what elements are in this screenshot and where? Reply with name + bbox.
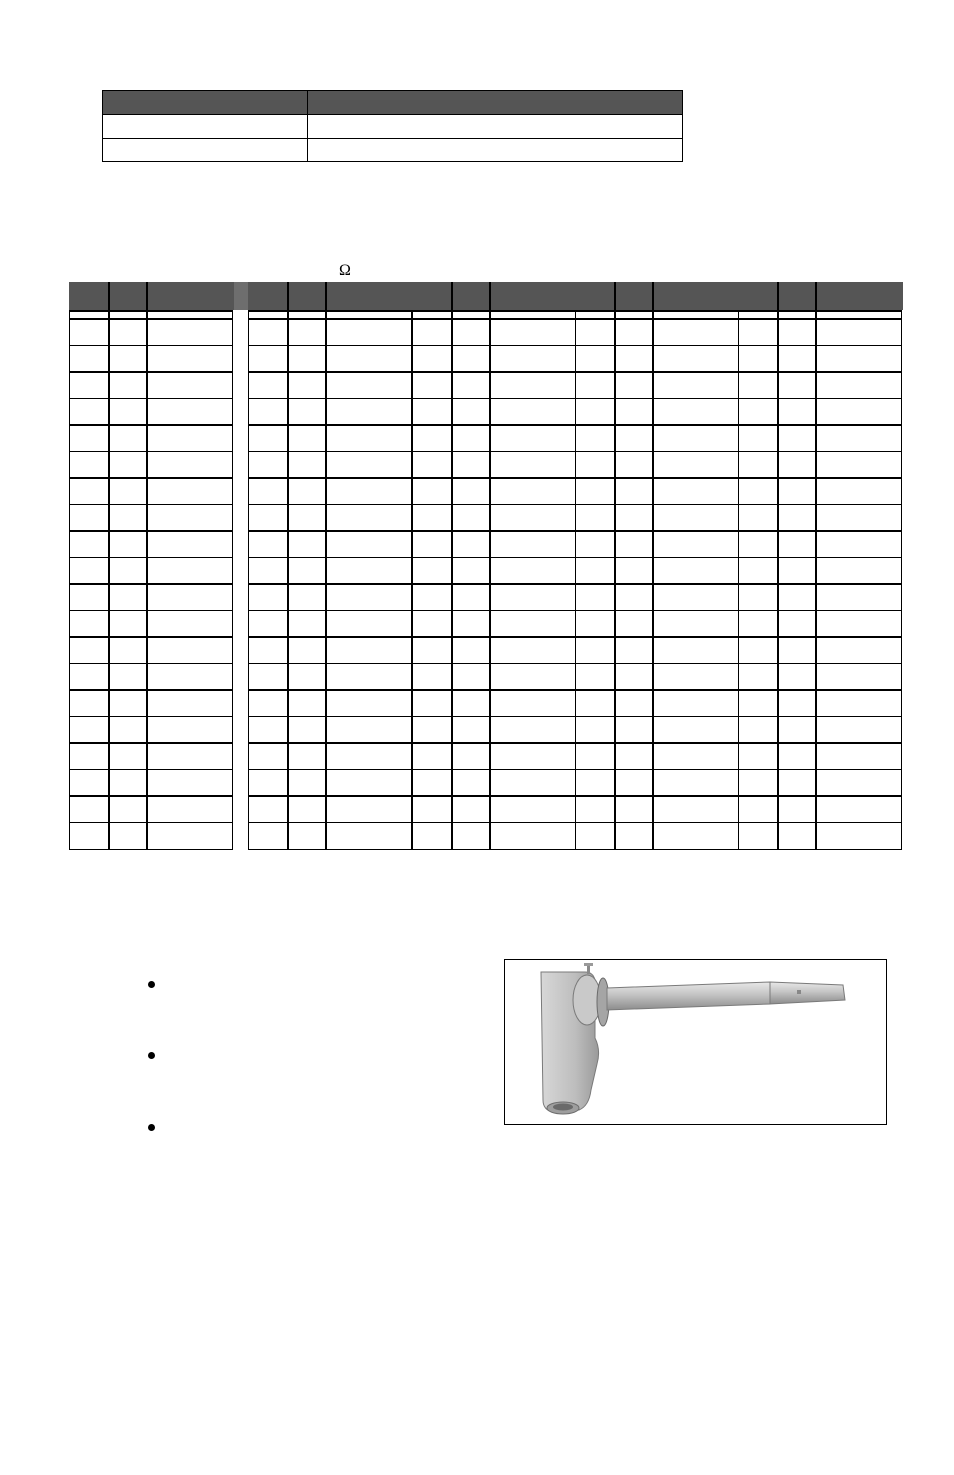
row-divider <box>576 689 738 691</box>
group-header <box>738 282 903 310</box>
row-divider <box>413 477 575 479</box>
row-divider <box>70 557 232 559</box>
row-divider <box>249 795 411 797</box>
row-divider <box>576 451 738 453</box>
row-divider <box>249 371 411 373</box>
row-divider <box>739 822 901 824</box>
bullet-point <box>148 1124 155 1131</box>
row-divider <box>413 795 575 797</box>
group-header <box>69 282 234 310</box>
row-divider <box>249 477 411 479</box>
column-divider <box>287 282 289 849</box>
row-divider <box>70 795 232 797</box>
row-divider <box>249 716 411 718</box>
row-divider <box>739 795 901 797</box>
column-divider <box>451 282 453 849</box>
row-divider <box>413 583 575 585</box>
row-divider <box>413 716 575 718</box>
row-divider <box>739 557 901 559</box>
bullet-point <box>148 1052 155 1059</box>
row-divider <box>413 345 575 347</box>
resistance-table-group <box>738 282 902 850</box>
row-divider <box>576 636 738 638</box>
row-divider <box>739 663 901 665</box>
row-divider <box>413 689 575 691</box>
header-divider <box>576 310 738 312</box>
row-divider <box>576 424 738 426</box>
top-table-row <box>103 139 682 161</box>
header-gap <box>233 282 248 310</box>
row-divider <box>576 345 738 347</box>
tip-hole <box>797 990 801 994</box>
row-divider <box>413 451 575 453</box>
row-divider <box>576 822 738 824</box>
row-divider <box>413 371 575 373</box>
port-opening <box>553 1104 573 1111</box>
resistance-table-group <box>69 282 233 850</box>
row-divider <box>739 689 901 691</box>
row-divider <box>413 504 575 506</box>
row-divider <box>413 769 575 771</box>
row-divider <box>70 769 232 771</box>
row-divider <box>70 822 232 824</box>
row-divider <box>70 345 232 347</box>
row-divider <box>576 504 738 506</box>
column-divider <box>614 282 616 849</box>
top-table-column-divider <box>307 91 308 161</box>
header-divider <box>413 310 575 312</box>
row-divider <box>576 716 738 718</box>
row-divider <box>413 663 575 665</box>
row-divider <box>249 663 411 665</box>
row-divider <box>413 610 575 612</box>
bullet-point <box>148 981 155 988</box>
column-divider <box>325 282 327 849</box>
ohm-symbol: Ω <box>339 262 351 279</box>
row-divider <box>70 477 232 479</box>
row-divider <box>70 504 232 506</box>
row-divider <box>249 822 411 824</box>
resistance-table-group <box>575 282 739 850</box>
row-divider <box>249 742 411 744</box>
row-divider <box>576 795 738 797</box>
row-divider <box>576 318 738 320</box>
row-divider <box>413 636 575 638</box>
row-divider <box>70 371 232 373</box>
resistance-table-group <box>248 282 412 850</box>
column-divider <box>108 282 110 849</box>
row-divider <box>413 557 575 559</box>
row-divider <box>249 398 411 400</box>
row-divider <box>576 530 738 532</box>
group-header <box>412 282 577 310</box>
row-divider <box>70 689 232 691</box>
row-divider <box>70 716 232 718</box>
column-divider <box>815 282 817 849</box>
row-divider <box>413 398 575 400</box>
header-divider <box>739 310 901 312</box>
row-divider <box>739 318 901 320</box>
row-divider <box>70 318 232 320</box>
row-divider <box>249 451 411 453</box>
row-divider <box>739 345 901 347</box>
row-divider <box>576 663 738 665</box>
row-divider <box>249 557 411 559</box>
row-divider <box>739 636 901 638</box>
row-divider <box>249 530 411 532</box>
row-divider <box>739 398 901 400</box>
column-divider <box>777 282 779 849</box>
row-divider <box>249 689 411 691</box>
row-divider <box>249 769 411 771</box>
row-divider <box>413 822 575 824</box>
row-divider <box>576 557 738 559</box>
row-divider <box>70 583 232 585</box>
row-divider <box>249 583 411 585</box>
row-divider <box>413 424 575 426</box>
row-divider <box>70 610 232 612</box>
row-divider <box>739 424 901 426</box>
rod-tip-shape <box>770 982 845 1004</box>
row-divider <box>70 663 232 665</box>
row-divider <box>739 477 901 479</box>
row-divider <box>249 318 411 320</box>
row-divider <box>739 716 901 718</box>
row-divider <box>576 769 738 771</box>
row-divider <box>739 769 901 771</box>
column-divider <box>489 282 491 849</box>
row-divider <box>739 504 901 506</box>
row-divider <box>249 504 411 506</box>
rod-shape <box>607 982 770 1010</box>
row-divider <box>576 610 738 612</box>
column-divider <box>146 282 148 849</box>
row-divider <box>413 318 575 320</box>
header-divider <box>70 310 232 312</box>
top-table-header-row <box>103 91 682 115</box>
row-divider <box>249 345 411 347</box>
row-divider <box>576 742 738 744</box>
row-divider <box>739 742 901 744</box>
row-divider <box>576 398 738 400</box>
row-divider <box>739 371 901 373</box>
row-divider <box>739 583 901 585</box>
screw-head <box>584 963 593 966</box>
row-divider <box>70 742 232 744</box>
row-divider <box>70 636 232 638</box>
row-divider <box>249 424 411 426</box>
group-header <box>248 282 413 310</box>
row-divider <box>576 371 738 373</box>
actuator-illustration <box>505 960 886 1124</box>
row-divider <box>576 583 738 585</box>
row-divider <box>413 530 575 532</box>
row-divider <box>70 530 232 532</box>
row-divider <box>249 610 411 612</box>
figure-box <box>504 959 887 1125</box>
row-divider <box>70 424 232 426</box>
top-spec-table <box>102 90 683 162</box>
resistance-table <box>69 282 886 850</box>
resistance-table-group <box>412 282 576 850</box>
row-divider <box>70 398 232 400</box>
row-divider <box>739 451 901 453</box>
row-divider <box>576 477 738 479</box>
group-header <box>575 282 740 310</box>
row-divider <box>70 451 232 453</box>
row-divider <box>739 610 901 612</box>
top-table-row <box>103 115 682 139</box>
column-divider <box>652 282 654 849</box>
row-divider <box>739 530 901 532</box>
header-divider <box>249 310 411 312</box>
row-divider <box>413 742 575 744</box>
row-divider <box>249 636 411 638</box>
